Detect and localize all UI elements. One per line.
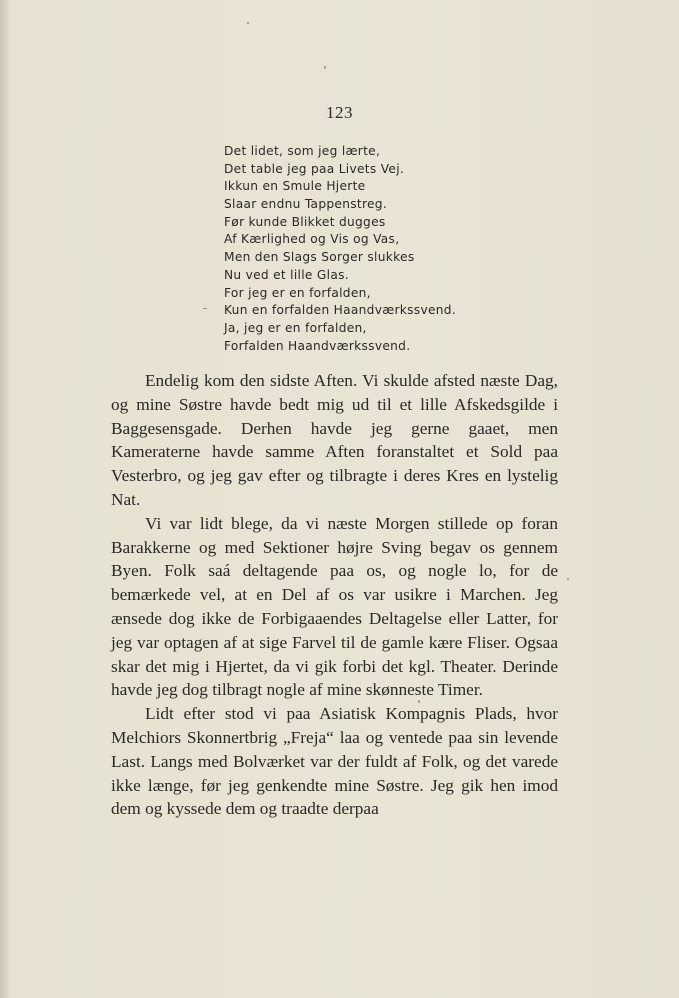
paper-speck [247, 22, 249, 24]
poem-line: Men den Slags Sorger slukkes [224, 250, 415, 265]
prose-block [111, 369, 558, 821]
paper-speck [567, 578, 569, 580]
poem-line: Slaar endnu Tappenstreg. [224, 197, 387, 212]
poem-line: For jeg er en forfalden, [224, 285, 371, 300]
paper-speck [203, 308, 207, 309]
poem-line: Af Kærlighed og Vis og Vas, [224, 232, 400, 247]
poem-line: Det table jeg paa Livets Vej. [224, 161, 405, 176]
poem-block [224, 143, 456, 355]
poem-line: Kun en forfalden Haandværkssvend. [224, 303, 456, 318]
poem-line: Nu ved et lille Glas. [224, 267, 349, 282]
paragraph: Vi var lidt blege, da vi næste Morgen stillede op foran Barakkerne og med Sektioner højre Sving begav os gennem Byen. Folk saá deltagende paa os, og nogle lo, for de bemærkede vel, at en Del af os var usikre i Marchen. Jeg ænsede dog ikke de Forbigaaendes Deltagelse eller Latter, for jeg var optagen af at sige Farvel til de gamle kære Fliser. Ogsaa skar det mig i Hjertet, da vi gik forbi det kgl. Theater. Derinde havde jeg dog tilbragt nogle af mine skønneste Timer. [111, 513, 558, 700]
page-number: 123 [326, 103, 353, 122]
poem-line: Forfalden Haandværkssvend. [224, 338, 411, 353]
poem-line: Det lidet, som jeg lærte, [224, 144, 381, 158]
page-binding-edge [0, 0, 8, 998]
paragraph: Endelig kom den sidste Aften. Vi skulde afsted næste Dag, og mine Søstre havde bedt mig ud til et lille Afskedsgilde i Baggesensgade. Derhen havde jeg gerne gaaet, men Kameraterne havde samme Aften foranstaltet et Sold paa Vesterbro, og jeg gav efter og tilbragte i deres Kres en lystelig Nat. [111, 371, 558, 509]
paper-speck [324, 66, 326, 69]
paper-speck [418, 700, 420, 703]
poem-line: Ikkun en Smule Hjerte [224, 179, 366, 194]
poem-line: Før kunde Blikket dugges [224, 214, 386, 229]
poem-line: Ja, jeg er en forfalden, [224, 320, 367, 335]
paragraph: Lidt efter stod vi paa Asiatisk Kompagnis Plads, hvor Melchiors Skonnertbrig „Freja“ laa og ventede paa sin levende Last. Langs med Bolværket var der fuldt af Folk, og det varede ikke længe, før jeg genkendte mine Søstre. Jeg gik hen imod dem og kyssede dem og traadte derpaa [111, 704, 558, 819]
